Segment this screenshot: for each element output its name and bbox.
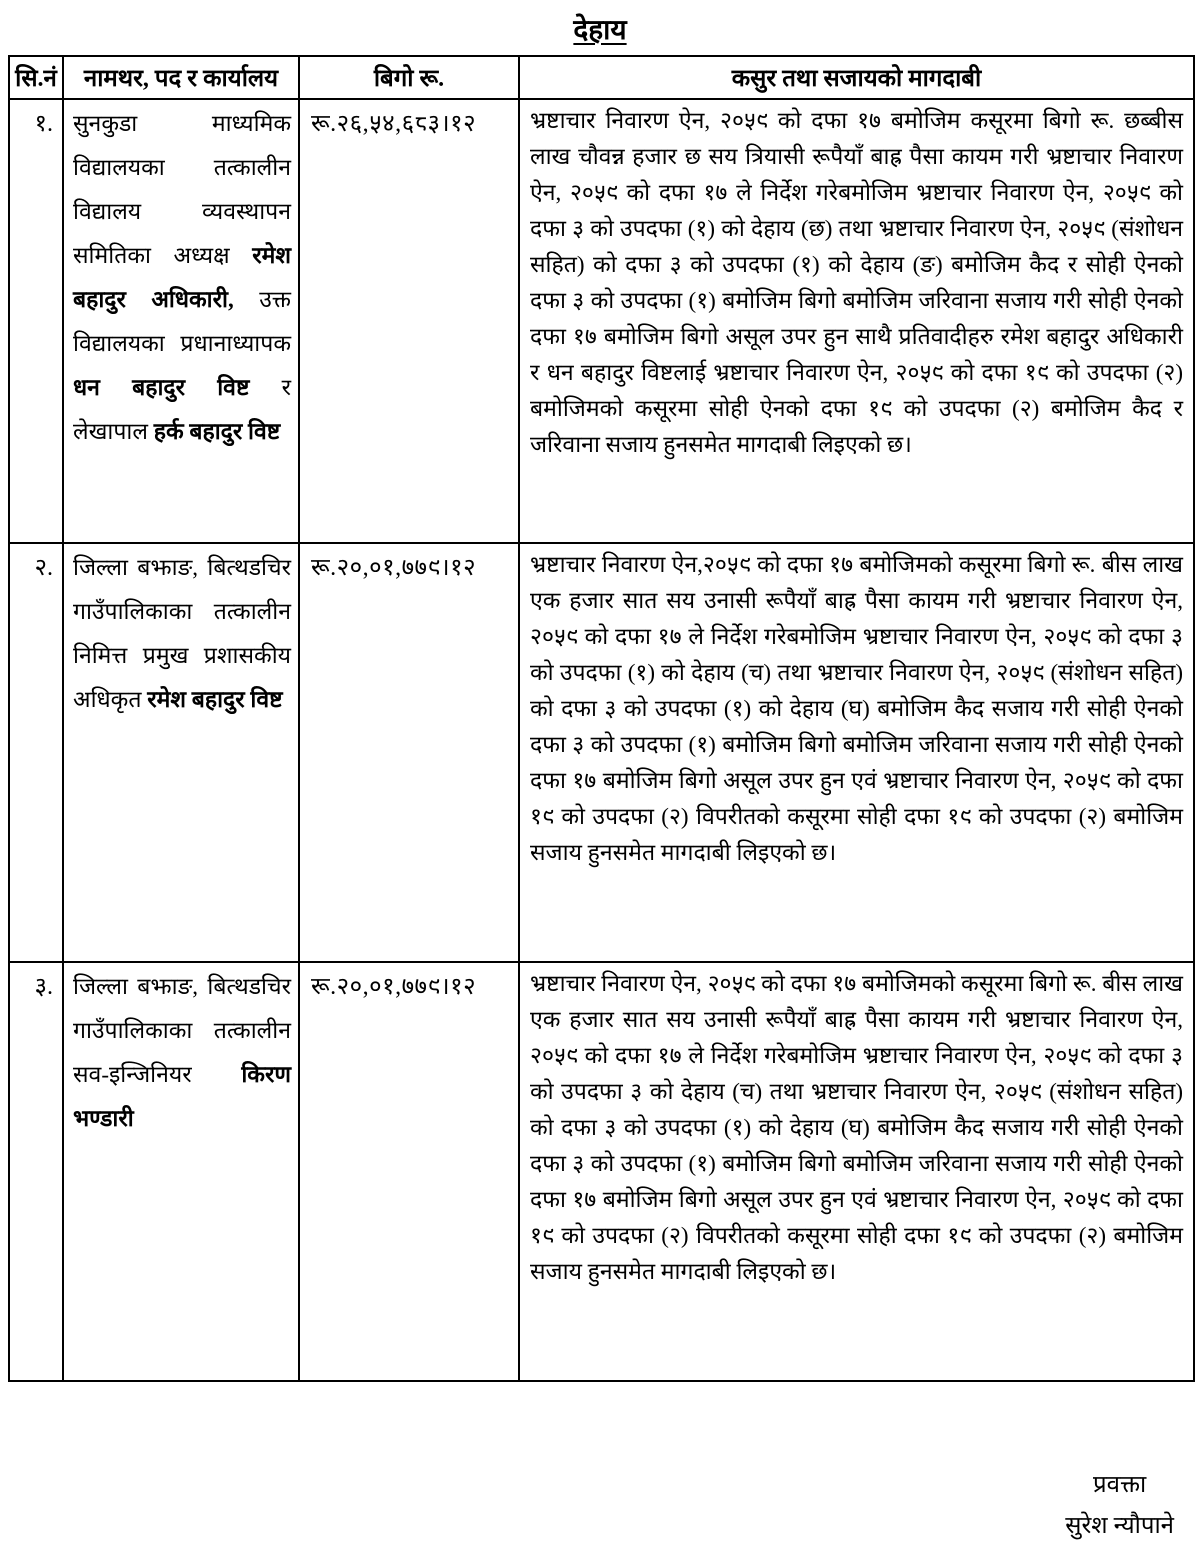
charge-description-cell: भ्रष्टाचार निवारण ऐन, २०५९ को दफा १७ बमोजिमको कसूरमा बिगो रू. बीस लाख एक हजार सात सय उनासी रूपैयाँ बाह्र पैसा कायम गरी भ्रष्टाचार निवारण ऐन, २०५९ को दफा १७ ले निर्देश गरेबमोजिम भ्रष्टाचार निवारण ऐन, २०५९ को दफा ३ को उपदफा ३ को देहाय (च) तथा भ्रष्टाचार निवारण ऐन, २०५९ (संशोधन सहित) को दफा ३ को उपदफा (१) को देहाय (घ) बमोजिम कैद सजाय गरी सोही ऐनको दफा ३ को उपदफा (१) बमोजिम बिगो बमोजिम जरिवाना सजाय गरी सोही ऐनको दफा १७ बमोजिम बिगो असूल उपर हुन एवं भ्रष्टाचार निवारण ऐन, २०५९ को दफा १९ को उपदफा (२) विपरीतको कसूरमा सोही दफा १९ को उपदफा (२) बमोजिम सजाय हुनसमेत मागदाबी लिइएको छ। [519,962,1194,1381]
name-text: जिल्ला बझाङ, बित्थडचिर गाउँपालिकाका तत्कालीन सव-इन्जिनियर [73,974,291,1087]
signature-role: प्रवक्ता [1092,1472,1147,1498]
person-name: धन बहादुर विष्ट [73,375,250,400]
table-row [9,543,1194,962]
header-charge-and-punishment: कसुर तथा सजायको मागदाबी [519,56,1194,99]
amount-cell: रू.२०,०१,७७९।१२ [299,543,519,962]
header-row [9,56,1194,99]
signature-name: सुरेश न्यौपाने [1065,1513,1174,1539]
person-name: रमेश बहादुर अधिकारी, [73,243,291,312]
name-position-office-cell [63,543,299,962]
name-text: सुनकुडा माध्यमिक विद्यालयका तत्कालीन विद्यालय व्यवस्थापन समितिका अध्यक्ष [73,111,291,268]
charges-table [8,55,1195,1382]
header-amount: बिगो रू. [299,56,519,99]
table-body [9,99,1194,1381]
page-title: देहाय [573,15,627,46]
signature-block [1065,1465,1174,1547]
table-row [9,962,1194,1381]
header-name-position-office: नामथर, पद र कार्यालय [63,56,299,99]
charge-description-cell: भ्रष्टाचार निवारण ऐन, २०५९ को दफा १७ बमोजिम कसूरमा बिगो रू. छब्बीस लाख चौवन्न हजार छ सय त्रियासी रूपैयाँ बाह्र पैसा कायम गरी भ्रष्टाचार निवारण ऐन, २०५९ को दफा १७ ले निर्देश गरेबमोजिम भ्रष्टाचार निवारण ऐन, २०५९ को दफा ३ को उपदफा (१) को देहाय (छ) तथा भ्रष्टाचार निवारण ऐन, २०५९ (संशोधन सहित) को दफा ३ को उपदफा (१) को देहाय (ङ) बमोजिम कैद र सोही ऐनको दफा ३ को उपदफा (१) बमोजिम बिगो बमोजिम जरिवाना सजाय गरी सोही ऐनको दफा १७ बमोजिम बिगो असूल उपर हुन साथै प्रतिवादीहरु रमेश बहादुर अधिकारी र धन बहादुर विष्टलाई भ्रष्टाचार निवारण ऐन, २०५९ को दफा १९ को उपदफा (२) बमोजिमको कसूरमा सोही ऐनको दफा १९ को उपदफा (२) बमोजिम कैद र जरिवाना सजाय हुनसमेत मागदाबी लिइएको छ। [519,99,1194,543]
table-row [9,99,1194,543]
signature-inner [1065,1465,1174,1547]
name-text: जिल्ला बझाङ, बित्थडचिर गाउँपालिकाका तत्कालीन निमित्त प्रमुख प्रशासकीय अधिकृत [73,555,291,712]
name-text: र लेखापाल [73,375,291,444]
name-position-office-cell [63,962,299,1381]
serial-number-cell: ३. [9,962,63,1381]
person-name: रमेश बहादुर विष्ट [147,687,283,712]
header-serial-number: सि.नं [9,56,63,99]
document-page [0,10,1200,1539]
person-name: किरण भण्डारी [73,1062,291,1131]
person-name: हर्क बहादुर विष्ट [153,419,281,444]
serial-number-cell: १. [9,99,63,543]
serial-number-cell: २. [9,543,63,962]
name-position-office-cell [63,99,299,543]
amount-cell: रू.२६,५४,६८३।१२ [299,99,519,543]
name-text: उक्त विद्यालयका प्रधानाध्यापक [73,287,291,356]
charge-description-cell: भ्रष्टाचार निवारण ऐन,२०५९ को दफा १७ बमोजिमको कसूरमा बिगो रू. बीस लाख एक हजार सात सय उनासी रूपैयाँ बाह्र पैसा कायम गरी भ्रष्टाचार निवारण ऐन, २०५९ को दफा १७ ले निर्देश गरेबमोजिम भ्रष्टाचार निवारण ऐन, २०५९ को दफा ३ को उपदफा (१) को देहाय (च) तथा भ्रष्टाचार निवारण ऐन, २०५९ (संशोधन सहित) को दफा ३ को उपदफा (१) को देहाय (घ) बमोजिम कैद सजाय गरी सोही ऐनको दफा ३ को उपदफा (१) बमोजिम बिगो बमोजिम जरिवाना सजाय गरी सोही ऐनको दफा १७ बमोजिम बिगो असूल उपर हुन एवं भ्रष्टाचार निवारण ऐन, २०५९ को दफा १९ को उपदफा (२) विपरीतको कसूरमा सोही दफा १९ को उपदफा (२) बमोजिम सजाय हुनसमेत मागदाबी लिइएको छ। [519,543,1194,962]
amount-cell: रू.२०,०१,७७९।१२ [299,962,519,1381]
